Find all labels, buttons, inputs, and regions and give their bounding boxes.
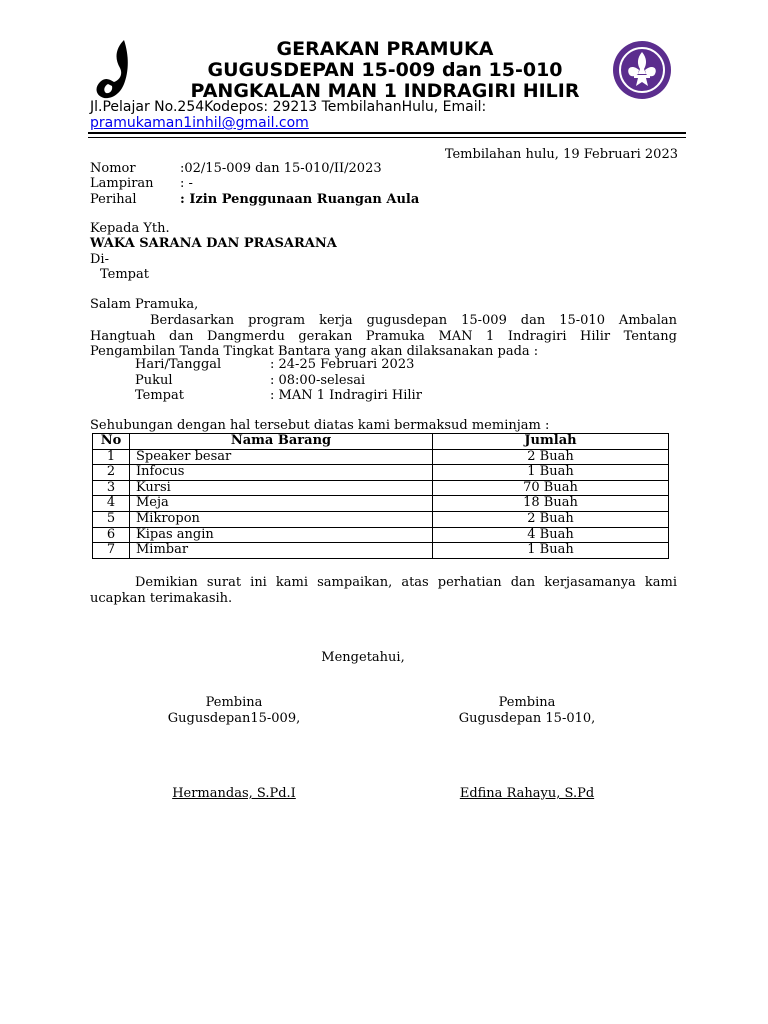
table-header-row (93, 434, 669, 450)
event-time-value: : 08:00-selesai (270, 373, 366, 388)
acknowledged-label: Mengetahui, (321, 650, 405, 665)
row-no: 5 (93, 511, 130, 527)
table-row (93, 449, 669, 465)
header-rule-thin (88, 137, 686, 138)
recipient-name: WAKA SARANA DAN PRASARANA (90, 236, 337, 251)
closing-paragraph: Demikian surat ini kami sampaikan, atas perhatian dan kerjasamanya kami ucapkan terimakasih. (90, 575, 677, 606)
table-row (93, 465, 669, 481)
sig-left-role: Pembina (205, 695, 263, 710)
event-place-label: Tempat (135, 388, 184, 403)
table-row (93, 511, 669, 527)
email-link[interactable]: pramukaman1inhil@gmail.com (90, 115, 309, 131)
request-intro: Sehubungan dengan hal tersebut diatas kami bermaksud meminjam : (90, 418, 550, 433)
row-item: Mimbar (130, 543, 433, 559)
header-no: No (93, 434, 130, 450)
meta-perihal-label: Perihal (90, 192, 137, 207)
sig-right-unit: Gugusdepan 15-010, (458, 711, 596, 726)
row-item: Kipas angin (130, 527, 433, 543)
sig-left-unit: Gugusdepan15-009, (167, 711, 301, 726)
place-date: Tembilahan hulu, 19 Februari 2023 (444, 147, 678, 162)
table-row (93, 543, 669, 559)
sig-right-name: Edfina Rahayu, S.Pd (459, 786, 595, 801)
meta-lampiran-value: : - (180, 176, 193, 191)
row-qty: 2 Buah (433, 449, 669, 465)
org-title: GERAKAN PRAMUKA (276, 38, 494, 60)
sig-right-role: Pembina (498, 695, 556, 710)
greeting: Salam Pramuka, (90, 297, 199, 312)
row-no: 6 (93, 527, 130, 543)
meta-lampiran-label: Lampiran (90, 176, 154, 191)
row-no: 2 (93, 465, 130, 481)
meta-nomor-label: Nomor (90, 161, 136, 176)
header-rule-thick (88, 132, 686, 134)
meta-nomor-value: :02/15-009 dan 15-010/II/2023 (180, 161, 382, 176)
table-row (93, 527, 669, 543)
row-no: 3 (93, 480, 130, 496)
event-date-label: Hari/Tanggal (135, 357, 222, 372)
sig-left-name: Hermandas, S.Pd.I (172, 786, 296, 801)
row-item: Meja (130, 496, 433, 512)
row-no: 4 (93, 496, 130, 512)
recipient-place: Tempat (100, 267, 149, 282)
items-table (92, 433, 669, 559)
row-qty: 1 Buah (433, 465, 669, 481)
row-item: Kursi (130, 480, 433, 496)
address-line: Jl.Pelajar No.254Kodepos: 29213 TembilahanHulu, Email: (90, 99, 487, 115)
wosm-fleur-de-lis-logo (612, 40, 672, 100)
row-no: 1 (93, 449, 130, 465)
tunas-kelapa-logo (90, 38, 134, 100)
body-paragraph: Berdasarkan program kerja gugusdepan 15-009 dan 15-010 Ambalan Hangtuah dan Dangmerdu gerakan Pramuka MAN 1 Indragiri Hilir Tentang Pengambilan Tanda Tingkat Bantara yang akan dilaksanakan pada : (90, 313, 677, 359)
row-no: 7 (93, 543, 130, 559)
base-title: PANGKALAN MAN 1 INDRAGIRI HILIR (190, 80, 580, 102)
row-item: Speaker besar (130, 449, 433, 465)
event-place-value: : MAN 1 Indragiri Hilir (270, 388, 422, 403)
event-date-value: : 24-25 Februari 2023 (270, 357, 415, 372)
row-qty: 18 Buah (433, 496, 669, 512)
row-qty: 4 Buah (433, 527, 669, 543)
header-quantity: Jumlah (433, 434, 669, 450)
header-item-name: Nama Barang (130, 434, 433, 450)
row-qty: 1 Buah (433, 543, 669, 559)
unit-title: GUGUSDEPAN 15-009 dan 15-010 (207, 59, 563, 81)
row-item: Infocus (130, 465, 433, 481)
recipient-di: Di- (90, 252, 109, 267)
meta-perihal-value: : Izin Penggunaan Ruangan Aula (180, 192, 420, 207)
recipient-intro: Kepada Yth. (90, 221, 170, 236)
table-row (93, 480, 669, 496)
row-qty: 70 Buah (433, 480, 669, 496)
row-item: Mikropon (130, 511, 433, 527)
event-time-label: Pukul (135, 373, 173, 388)
row-qty: 2 Buah (433, 511, 669, 527)
table-row (93, 496, 669, 512)
